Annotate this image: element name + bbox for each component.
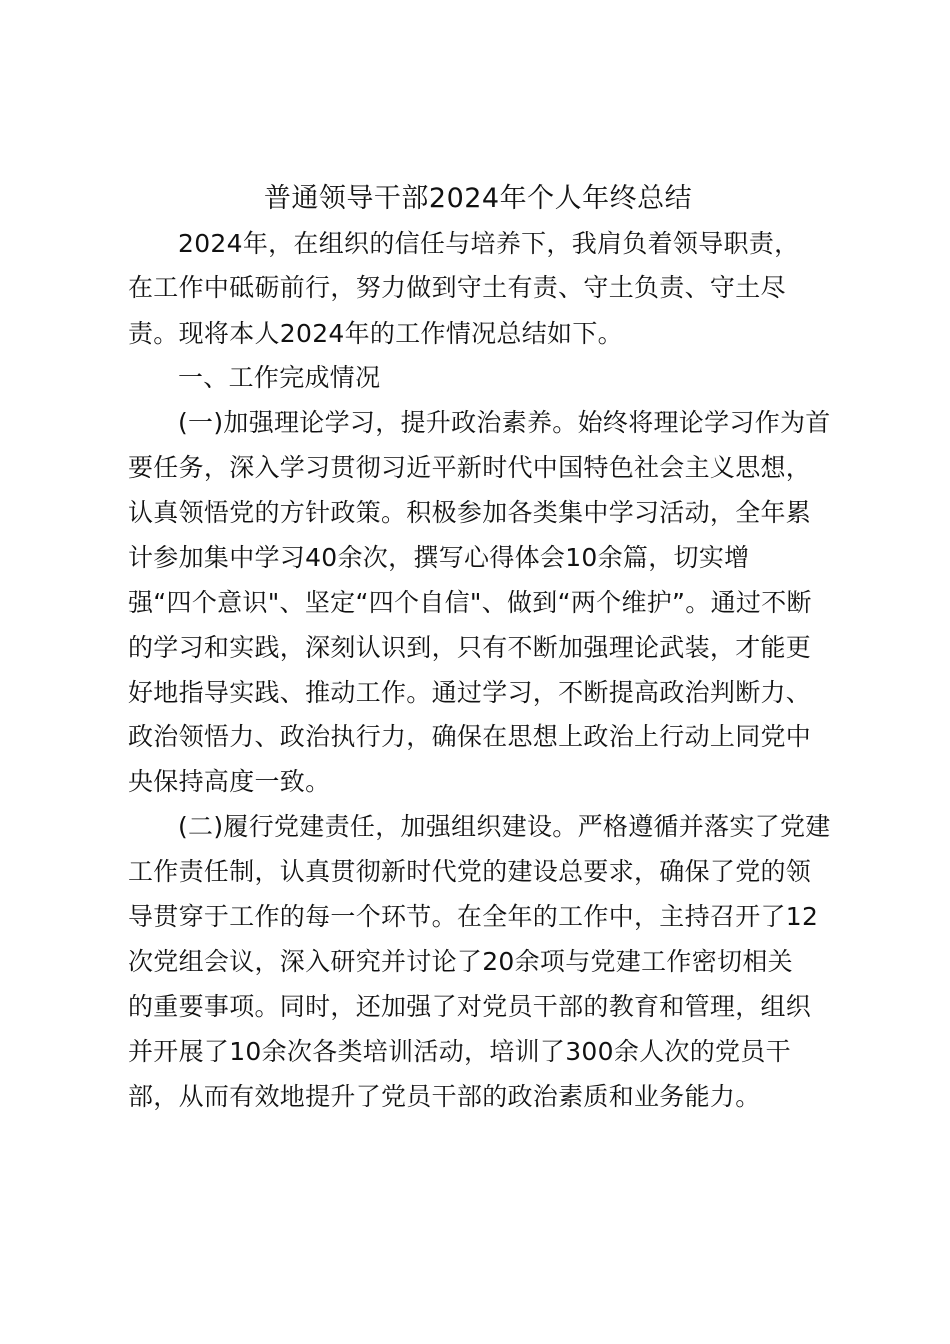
text-line: 要任务，深入学习贯彻习近平新时代中国特色社会主义思想， [128, 453, 812, 482]
text-line: 认真领悟党的方针政策。积极参加各类集中学习活动，全年累 [128, 498, 812, 527]
text-line: 强“四个意识"、坚定“四个自信"、做到“两个维护”。通过不断 [128, 588, 812, 617]
text-line: 2024年，在组织的信任与培养下，我肩负着领导职责， [178, 229, 800, 258]
text-line: (一)加强理论学习，提升政治素养。始终将理论学习作为首 [178, 408, 831, 437]
text-line: 计参加集中学习40余次，撰写心得体会10余篇，切实增 [128, 543, 750, 572]
text-line: 次党组会议，深入研究并讨论了20余项与党建工作密切相关 [128, 947, 793, 976]
text-line: 好地指导实践、推动工作。通过学习，不断提高政治判断力、 [128, 678, 812, 707]
text-line: 责。现将本人2024年的工作情况总结如下。 [128, 319, 623, 348]
text-line: 的重要事项。同时，还加强了对党员干部的教育和管理，组织 [128, 992, 812, 1021]
text-line: 部，从而有效地提升了党员干部的政治素质和业务能力。 [128, 1082, 761, 1111]
text-line: 政治领悟力、政治执行力，确保在思想上政治上行动上同党中 [128, 722, 812, 751]
section-heading: 一、工作完成情况 [178, 363, 381, 392]
text-line: 工作责任制，认真贯彻新时代党的建设总要求，确保了党的领 [128, 857, 812, 886]
text-line: 在工作中砥砺前行，努力做到守土有责、守土负责、守土尽 [128, 273, 786, 302]
text-line: 导贯穿于工作的每一个环节。在全年的工作中，主持召开了12 [128, 902, 819, 931]
text-line: 的学习和实践，深刻认识到，只有不断加强理论武装，才能更 [128, 633, 812, 662]
document-title: 普通领导干部2024年个人年终总结 [263, 183, 693, 214]
text-line: (二)履行党建责任，加强组织建设。严格遵循并落实了党建 [178, 812, 831, 841]
text-line: 并开展了10余次各类培训活动，培训了300余人次的党员干 [128, 1037, 791, 1066]
text-line: 央保持高度一致。 [128, 767, 331, 796]
